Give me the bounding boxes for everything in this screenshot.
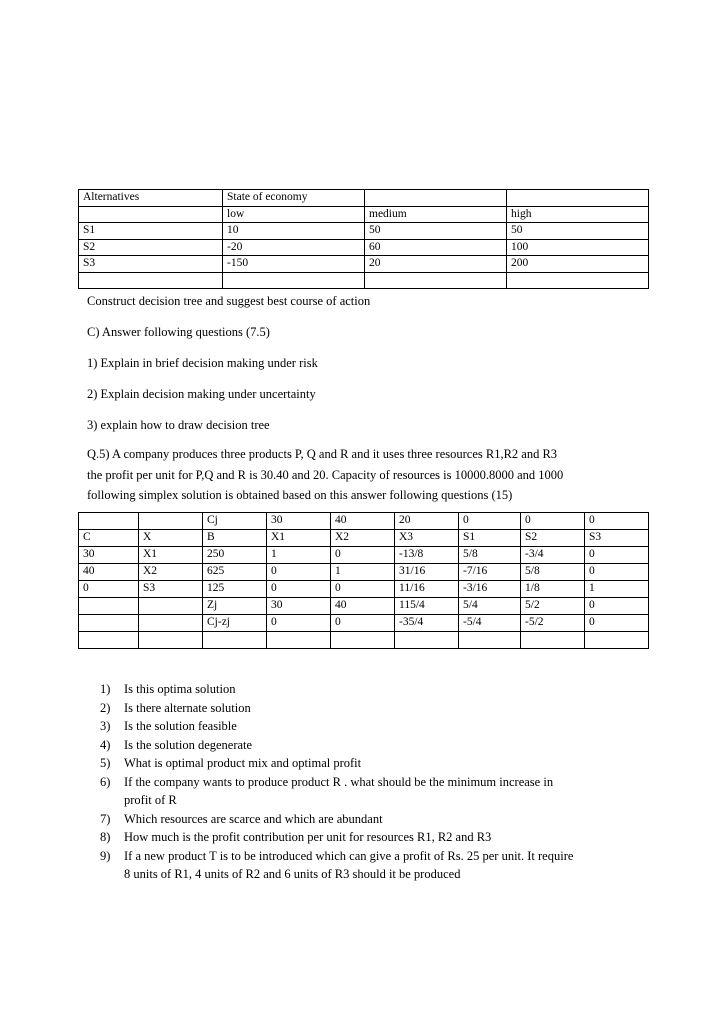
list-item-text: If the company wants to produce product R . what should be the minimum increase in profit of R	[124, 773, 648, 810]
simplex-solution-table-cell: Zj	[203, 598, 267, 615]
state-of-economy-table-cell	[507, 190, 649, 207]
list-item-text: Is there alternate solution	[124, 700, 251, 715]
q5-paragraph	[87, 444, 652, 506]
state-of-economy-table-body	[79, 190, 649, 289]
simplex-solution-table-cell: 30	[79, 547, 139, 564]
simplex-solution-table-cell: -13/8	[395, 547, 459, 564]
list-item-number: 7)	[100, 811, 111, 826]
simplex-solution-table-cell: X2	[331, 530, 395, 547]
state-of-economy-table-cell: 50	[365, 223, 507, 240]
state-of-economy-table-row	[79, 272, 649, 289]
simplex-solution-table-cell: S3	[139, 581, 203, 598]
simplex-solution-table-cell	[203, 632, 267, 649]
simplex-solution-table-cell: 0	[331, 547, 395, 564]
state-of-economy-table-cell: 200	[507, 256, 649, 273]
list-item-text-continued: profit of R	[124, 793, 177, 807]
list-item-number: 1)	[100, 682, 111, 696]
simplex-solution-table-cell: 250	[203, 547, 267, 564]
list-item-number: 2)	[100, 700, 111, 715]
simplex-solution-table-cell: 0	[79, 581, 139, 598]
simplex-solution-table-cell: 40	[79, 564, 139, 581]
simplex-solution-table-body	[79, 513, 649, 649]
state-of-economy-table-cell: S3	[79, 256, 223, 273]
list-item-text: How much is the profit contribution per unit for resources R1, R2 and R3	[124, 830, 492, 844]
simplex-solution-table-cell: 125	[203, 581, 267, 598]
simplex-solution-table-cell: -35/4	[395, 615, 459, 632]
simplex-solution-table-cell	[267, 632, 331, 649]
section-c-heading: C) Answer following questions (7.5)	[87, 325, 270, 339]
simplex-solution-table-cell	[459, 632, 521, 649]
simplex-solution-table-cell: 0	[585, 547, 649, 564]
simplex-solution-table-cell: 0	[585, 513, 649, 530]
list-item-text-continued: 8 units of R1, 4 units of R2 and 6 units of R3 should it be produced	[124, 867, 461, 881]
simplex-solution-table-row	[79, 598, 649, 615]
state-of-economy-table-cell	[223, 272, 365, 289]
simplex-solution-table-cell	[139, 598, 203, 615]
state-of-economy-table-cell: 10	[223, 223, 365, 240]
simplex-solution-table-cell: C	[79, 530, 139, 547]
simplex-solution-table-cell	[79, 632, 139, 649]
simplex-solution-table-row	[79, 564, 649, 581]
state-of-economy-table-cell	[507, 272, 649, 289]
state-of-economy-table-cell: State of economy	[223, 190, 365, 207]
simplex-solution-table-cell	[79, 615, 139, 632]
simplex-solution-table-cell: 0	[267, 564, 331, 581]
simplex-solution-table-cell: S2	[521, 530, 585, 547]
state-of-economy-table-cell: low	[223, 206, 365, 223]
q5-paragraph-line-1: Q.5) A company produces three products P, Q and R and it uses three resources R1,R2 and R3	[87, 447, 558, 461]
simplex-solution-table-row	[79, 632, 649, 649]
simplex-solution-table-cell: 0	[459, 513, 521, 530]
list-item	[100, 810, 648, 829]
simplex-solution-table-cell: 0	[585, 564, 649, 581]
simplex-solution-table-cell: X	[139, 530, 203, 547]
simplex-solution-table-cell: 30	[267, 513, 331, 530]
section-c-question-3: 3) explain how to draw decision tree	[87, 418, 270, 432]
simplex-solution-table-cell: X1	[267, 530, 331, 547]
state-of-economy-table-row	[79, 239, 649, 256]
simplex-solution-table-cell	[585, 632, 649, 649]
simplex-solution-table-cell	[395, 632, 459, 649]
simplex-solution-table-row	[79, 581, 649, 598]
simplex-solution-table-cell: -3/16	[459, 581, 521, 598]
state-of-economy-table-cell: S1	[79, 223, 223, 240]
list-item	[100, 773, 648, 810]
list-item-number: 3)	[100, 719, 111, 733]
simplex-solution-table-cell: 5/4	[459, 598, 521, 615]
simplex-solution-table-cell: 0	[331, 581, 395, 598]
simplex-solution-table-cell	[331, 632, 395, 649]
simplex-solution-table-cell	[139, 632, 203, 649]
simplex-solution-table-cell: 40	[331, 598, 395, 615]
state-of-economy-table	[78, 189, 649, 289]
simplex-solution-table-cell	[79, 598, 139, 615]
simplex-solution-table-cell: 1	[585, 581, 649, 598]
simplex-solution-table-cell: 40	[331, 513, 395, 530]
simplex-solution-table-cell: X1	[139, 547, 203, 564]
simplex-solution-table-cell	[139, 615, 203, 632]
list-item	[100, 699, 648, 718]
simplex-solution-table-cell: 625	[203, 564, 267, 581]
simplex-solution-table-cell: 30	[267, 598, 331, 615]
list-item-text: Is the solution degenerate	[124, 737, 253, 752]
simplex-solution-table-cell: 0	[331, 615, 395, 632]
simplex-solution-table-cell: X3	[395, 530, 459, 547]
state-of-economy-table-cell: 60	[365, 239, 507, 256]
list-item-number: 6)	[100, 774, 111, 789]
simplex-solution-table-cell: Cj-zj	[203, 615, 267, 632]
simplex-solution-table-cell: 1	[267, 547, 331, 564]
state-of-economy-table-cell: -20	[223, 239, 365, 256]
state-of-economy-table-cell: high	[507, 206, 649, 223]
state-of-economy-table-cell: Alternatives	[79, 190, 223, 207]
state-of-economy-table-row	[79, 223, 649, 240]
simplex-solution-table-cell	[79, 513, 139, 530]
list-item-number: 5)	[100, 756, 111, 770]
simplex-solution-table-cell	[139, 513, 203, 530]
simplex-solution-table-cell: Cj	[203, 513, 267, 530]
list-item	[100, 847, 648, 884]
list-item-text: Is this optima solution	[124, 682, 236, 696]
simplex-solution-table-cell: 1	[331, 564, 395, 581]
simplex-solution-table-row	[79, 530, 649, 547]
simplex-solution-table-cell: S1	[459, 530, 521, 547]
simplex-solution-table-cell: S3	[585, 530, 649, 547]
list-item-number: 8)	[100, 830, 111, 844]
state-of-economy-table-cell: -150	[223, 256, 365, 273]
simplex-solution-table-cell: -5/2	[521, 615, 585, 632]
simplex-question-list	[100, 680, 648, 884]
simplex-solution-table-row	[79, 513, 649, 530]
simplex-solution-table-cell: -5/4	[459, 615, 521, 632]
simplex-solution-table-cell: 11/16	[395, 581, 459, 598]
state-of-economy-table-row	[79, 256, 649, 273]
state-of-economy-table-cell: 50	[507, 223, 649, 240]
simplex-solution-table-cell: 5/2	[521, 598, 585, 615]
state-of-economy-table-cell: 20	[365, 256, 507, 273]
simplex-solution-table-cell	[521, 632, 585, 649]
section-c-question-1: 1) Explain in brief decision making under risk	[87, 356, 318, 370]
simplex-solution-table-cell: 0	[521, 513, 585, 530]
state-of-economy-table-cell: 100	[507, 239, 649, 256]
list-item-number: 4)	[100, 737, 111, 752]
simplex-solution-table-cell: 20	[395, 513, 459, 530]
simplex-solution-table-cell: 0	[585, 598, 649, 615]
construct-decision-tree-line: Construct decision tree and suggest best course of action	[87, 294, 371, 308]
simplex-solution-table-cell: 5/8	[459, 547, 521, 564]
list-item	[100, 717, 648, 736]
list-item-text: What is optimal product mix and optimal profit	[124, 756, 362, 770]
simplex-solution-table-cell: 31/16	[395, 564, 459, 581]
list-item	[100, 828, 648, 847]
state-of-economy-table-cell	[79, 206, 223, 223]
simplex-solution-table	[78, 512, 649, 649]
simplex-solution-table-cell: 0	[267, 581, 331, 598]
state-of-economy-table-cell	[365, 272, 507, 289]
simplex-solution-table-cell: 0	[585, 615, 649, 632]
simplex-solution-table-cell: 0	[267, 615, 331, 632]
q5-paragraph-line-2: the profit per unit for P,Q and R is 30.40 and 20. Capacity of resources is 10000.8000 and 1000	[87, 467, 564, 482]
state-of-economy-table-cell	[365, 190, 507, 207]
simplex-solution-table-cell: 5/8	[521, 564, 585, 581]
simplex-solution-table-cell: 115/4	[395, 598, 459, 615]
simplex-solution-table-cell: -7/16	[459, 564, 521, 581]
list-item	[100, 680, 648, 699]
simplex-solution-table-cell: -3/4	[521, 547, 585, 564]
state-of-economy-table-cell: medium	[365, 206, 507, 223]
simplex-solution-table-row	[79, 547, 649, 564]
list-item	[100, 754, 648, 773]
list-item-text: Which resources are scarce and which are abundant	[124, 811, 383, 826]
state-of-economy-table-cell	[79, 272, 223, 289]
state-of-economy-table-row	[79, 206, 649, 223]
list-item-text: Is the solution feasible	[124, 719, 237, 733]
simplex-solution-table-cell: 1/8	[521, 581, 585, 598]
simplex-solution-table-row	[79, 615, 649, 632]
list-item-text: If a new product T is to be introduced which can give a profit of Rs. 25 per unit. It require 8 units of R1, 4 units of R2 and 6 units of R3 should it be produced	[124, 847, 648, 884]
state-of-economy-table-row	[79, 190, 649, 207]
state-of-economy-table-cell: S2	[79, 239, 223, 256]
section-c-question-2: 2) Explain decision making under uncertainty	[87, 387, 316, 401]
list-item	[100, 736, 648, 755]
list-item-number: 9)	[100, 848, 111, 863]
q5-paragraph-line-3: following simplex solution is obtained based on this answer following questions (15)	[87, 488, 513, 502]
simplex-solution-table-cell: X2	[139, 564, 203, 581]
simplex-solution-table-cell: B	[203, 530, 267, 547]
